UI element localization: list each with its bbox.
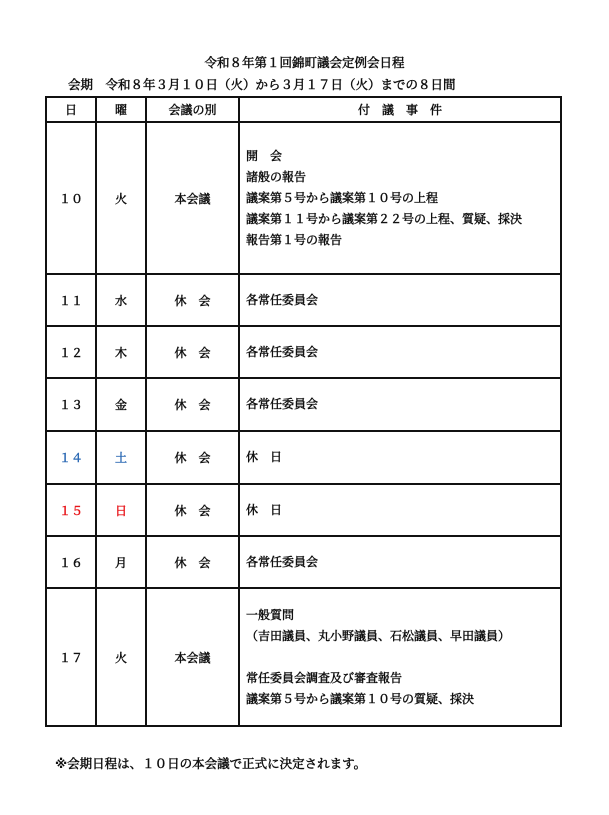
table-row — [46, 484, 561, 536]
weekday-cell: 金 — [96, 378, 146, 431]
agenda-cell — [239, 431, 561, 484]
agenda-cell — [239, 326, 561, 378]
header-weekday: 曜 — [96, 97, 146, 122]
agenda-item: 議案第１１号から議案第２２号の上程、質疑、採決 — [246, 211, 523, 226]
agenda-item: 休 日 — [246, 502, 283, 517]
meeting-type-cell: 休 会 — [146, 536, 239, 588]
agenda-cell — [239, 588, 561, 726]
agenda-cell — [239, 378, 561, 431]
weekday-cell: 木 — [96, 326, 146, 378]
table-row — [46, 588, 561, 726]
day-cell: １７ — [46, 588, 96, 726]
meeting-type-cell: 休 会 — [146, 274, 239, 326]
day-cell: １４ — [46, 431, 96, 484]
agenda-item: 開 会 — [246, 148, 283, 163]
table-row — [46, 536, 561, 588]
agenda-item: 報告第１号の報告 — [246, 232, 343, 247]
table-row — [46, 431, 561, 484]
agenda-item: 一般質問 — [246, 607, 295, 622]
day-cell: １１ — [46, 274, 96, 326]
agenda-item: 各常任委員会 — [246, 554, 319, 569]
session-period: 会期 令和８年３月１０日（火）から３月１７日（火）までの８日間 — [68, 77, 456, 92]
agenda-cell — [239, 536, 561, 588]
day-cell: １６ — [46, 536, 96, 588]
day-cell: １０ — [46, 122, 96, 274]
footnote: ※会期日程は、１０日の本会議で正式に決定されます。 — [55, 756, 367, 771]
table-row — [46, 326, 561, 378]
meeting-type-cell: 休 会 — [146, 431, 239, 484]
meeting-type-cell: 休 会 — [146, 484, 239, 536]
header-row — [46, 97, 561, 122]
table-row — [46, 378, 561, 431]
header-day: 日 — [46, 97, 96, 122]
meeting-type-cell: 休 会 — [146, 378, 239, 431]
day-cell: １２ — [46, 326, 96, 378]
agenda-item: 常任委員会調査及び審査報告 — [246, 670, 403, 685]
weekday-cell: 月 — [96, 536, 146, 588]
agenda-item — [246, 647, 560, 668]
meeting-type-cell: 本会議 — [146, 588, 239, 726]
table-row — [46, 122, 561, 274]
document-title: 令和８年第１回錦町議会定例会日程 — [204, 55, 405, 70]
agenda-cell — [239, 122, 561, 274]
header-agenda: 付 議 事 件 — [239, 97, 561, 122]
weekday-cell: 水 — [96, 274, 146, 326]
agenda-item: 諸般の報告 — [246, 169, 307, 184]
weekday-cell: 火 — [96, 588, 146, 726]
agenda-item: 議案第５号から議案第１０号の質疑、採決 — [246, 691, 475, 706]
table-row — [46, 274, 561, 326]
weekday-cell: 日 — [96, 484, 146, 536]
agenda-item: 各常任委員会 — [246, 344, 319, 359]
meeting-type-cell: 休 会 — [146, 326, 239, 378]
header-meeting-type: 会議の別 — [146, 97, 239, 122]
agenda-item: 各常任委員会 — [246, 397, 319, 411]
meeting-type-cell: 本会議 — [146, 122, 239, 274]
weekday-cell: 土 — [96, 431, 146, 484]
agenda-cell — [239, 274, 561, 326]
weekday-cell: 火 — [96, 122, 146, 274]
agenda-cell — [239, 484, 561, 536]
agenda-item: 各常任委員会 — [246, 292, 319, 307]
day-cell: １５ — [46, 484, 96, 536]
schedule-table — [45, 96, 562, 727]
agenda-item: （吉田議員、丸小野議員、石松議員、早田議員） — [246, 628, 511, 643]
agenda-item: 議案第５号から議案第１０号の上程 — [246, 190, 439, 205]
agenda-item: 休 日 — [246, 450, 283, 464]
day-cell: １３ — [46, 378, 96, 431]
